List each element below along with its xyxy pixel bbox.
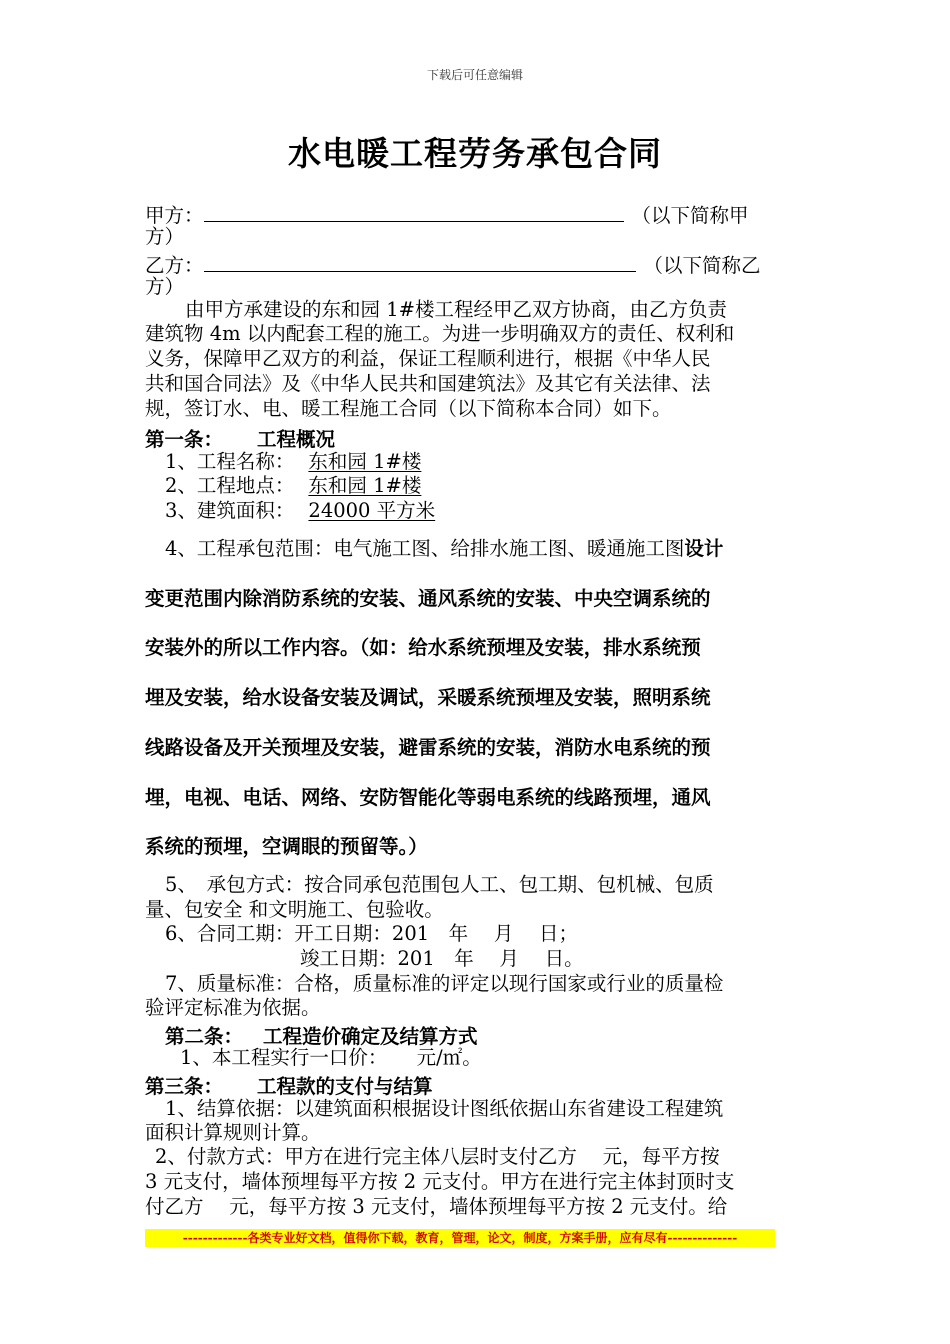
payment-line: 面积计算规则计算。: [145, 1121, 321, 1144]
page-footer-banner: -------------各类专业好文档，值得你下载，教育，管理，论文，制度，方案手册，应有尽有--------------: [145, 1229, 775, 1247]
party-b-wrap: 方）: [145, 275, 185, 298]
payment-line: 2、付款方式：甲方在进行完主体八层时支付乙方 元，每平方按: [155, 1145, 720, 1168]
party-a-blank: [204, 201, 624, 222]
scope-line: 4、工程承包范围：电气施工图、给排水施工图、暖通施工图设计: [165, 537, 724, 560]
party-a-suffix: （以下简称甲: [631, 204, 749, 227]
party-b-line: [145, 251, 761, 278]
intro-line: 由甲方承建设的东和园 1#楼工程经甲乙双方协商，由乙方负责: [185, 298, 727, 321]
building-area-label: 3、建筑面积：: [165, 499, 295, 522]
scope-line: 埋，电视、电话、网络、安防智能化等弱电系统的线路预埋，通风: [145, 786, 711, 809]
fixed-price-line: 1、本工程实行一口价： 元/㎡。: [180, 1046, 482, 1069]
contract-period-start: 6、合同工期：开工日期：201 年 月 日；: [165, 922, 579, 945]
intro-line: 规，签订水、电、暖工程施工合同（以下简称本合同）如下。: [145, 397, 672, 420]
intro-line: 共和国合同法》及《中华人民共和国建筑法》及其它有关法律、法: [145, 372, 711, 395]
scope-line: 系统的预埋，空调眼的预留等。）: [145, 835, 428, 858]
party-a-wrap: 方）: [145, 225, 185, 248]
article-3-heading: 第三条： 工程款的支付与结算: [145, 1075, 433, 1098]
project-location-row: [165, 474, 431, 498]
building-area-row: [165, 499, 435, 523]
scope-line: 线路设备及开关预埋及安装，避雷系统的安装，消防水电系统的预: [145, 736, 711, 759]
project-location-label: 2、工程地点：: [165, 474, 295, 497]
project-location-value: 东和园 1#楼: [308, 474, 422, 497]
party-a-label: 甲方：: [145, 204, 204, 227]
quality-standard-line: 验评定标准为依据。: [145, 996, 321, 1019]
payment-line: 付乙方 元，每平方按 3 元支付，墙体预埋每平方按 2 元支付。给: [145, 1195, 728, 1218]
contract-period-end: 竣工日期：201 年 月 日。: [300, 947, 584, 970]
intro-line: 义务，保障甲乙双方的利益，保证工程顺利进行，根据《中华人民: [145, 347, 711, 370]
party-b-blank: [204, 251, 636, 272]
payment-line: 3 元支付，墙体预埋每平方按 2 元支付。甲方在进行完主体封顶时支: [145, 1170, 735, 1193]
scope-line: 变更范围内除消防系统的安装、通风系统的安装、中央空调系统的: [145, 587, 711, 610]
article-1-heading: 第一条： 工程概况: [145, 428, 336, 451]
building-area-value: 24000 平方米: [308, 499, 436, 522]
document-title: 水电暖工程劳务承包合同: [288, 134, 662, 173]
intro-line: 建筑物 4m 以内配套工程的施工。为进一步明确双方的责任、权利和: [145, 322, 735, 345]
payment-line: 1、结算依据：以建筑面积根据设计图纸依据山东省建设工程建筑: [165, 1097, 724, 1120]
scope-line: 埋及安装，给水设备安装及调试，采暖系统预埋及安装，照明系统: [145, 686, 711, 709]
page-header: 下载后可任意编辑: [426, 68, 523, 82]
scope-line: 安装外的所以工作内容。（如：给水系统预埋及安装，排水系统预: [145, 636, 701, 659]
party-b-suffix: （以下简称乙: [643, 254, 761, 277]
project-name-row: [165, 450, 431, 474]
contract-mode-line: 5、 承包方式：按合同承包范围包人工、包工期、包机械、包质: [165, 873, 714, 896]
contract-mode-line: 量、包安全 和文明施工、包验收。: [145, 898, 444, 921]
project-name-value: 东和园 1#楼: [308, 450, 422, 473]
quality-standard-line: 7、质量标准：合格，质量标准的评定以现行国家或行业的质量检: [165, 972, 724, 995]
project-name-label: 1、工程名称：: [165, 450, 295, 473]
party-b-label: 乙方：: [145, 254, 204, 277]
party-a-line: [145, 201, 749, 228]
article-2-heading: 第二条： 工程造价确定及结算方式: [165, 1025, 478, 1048]
